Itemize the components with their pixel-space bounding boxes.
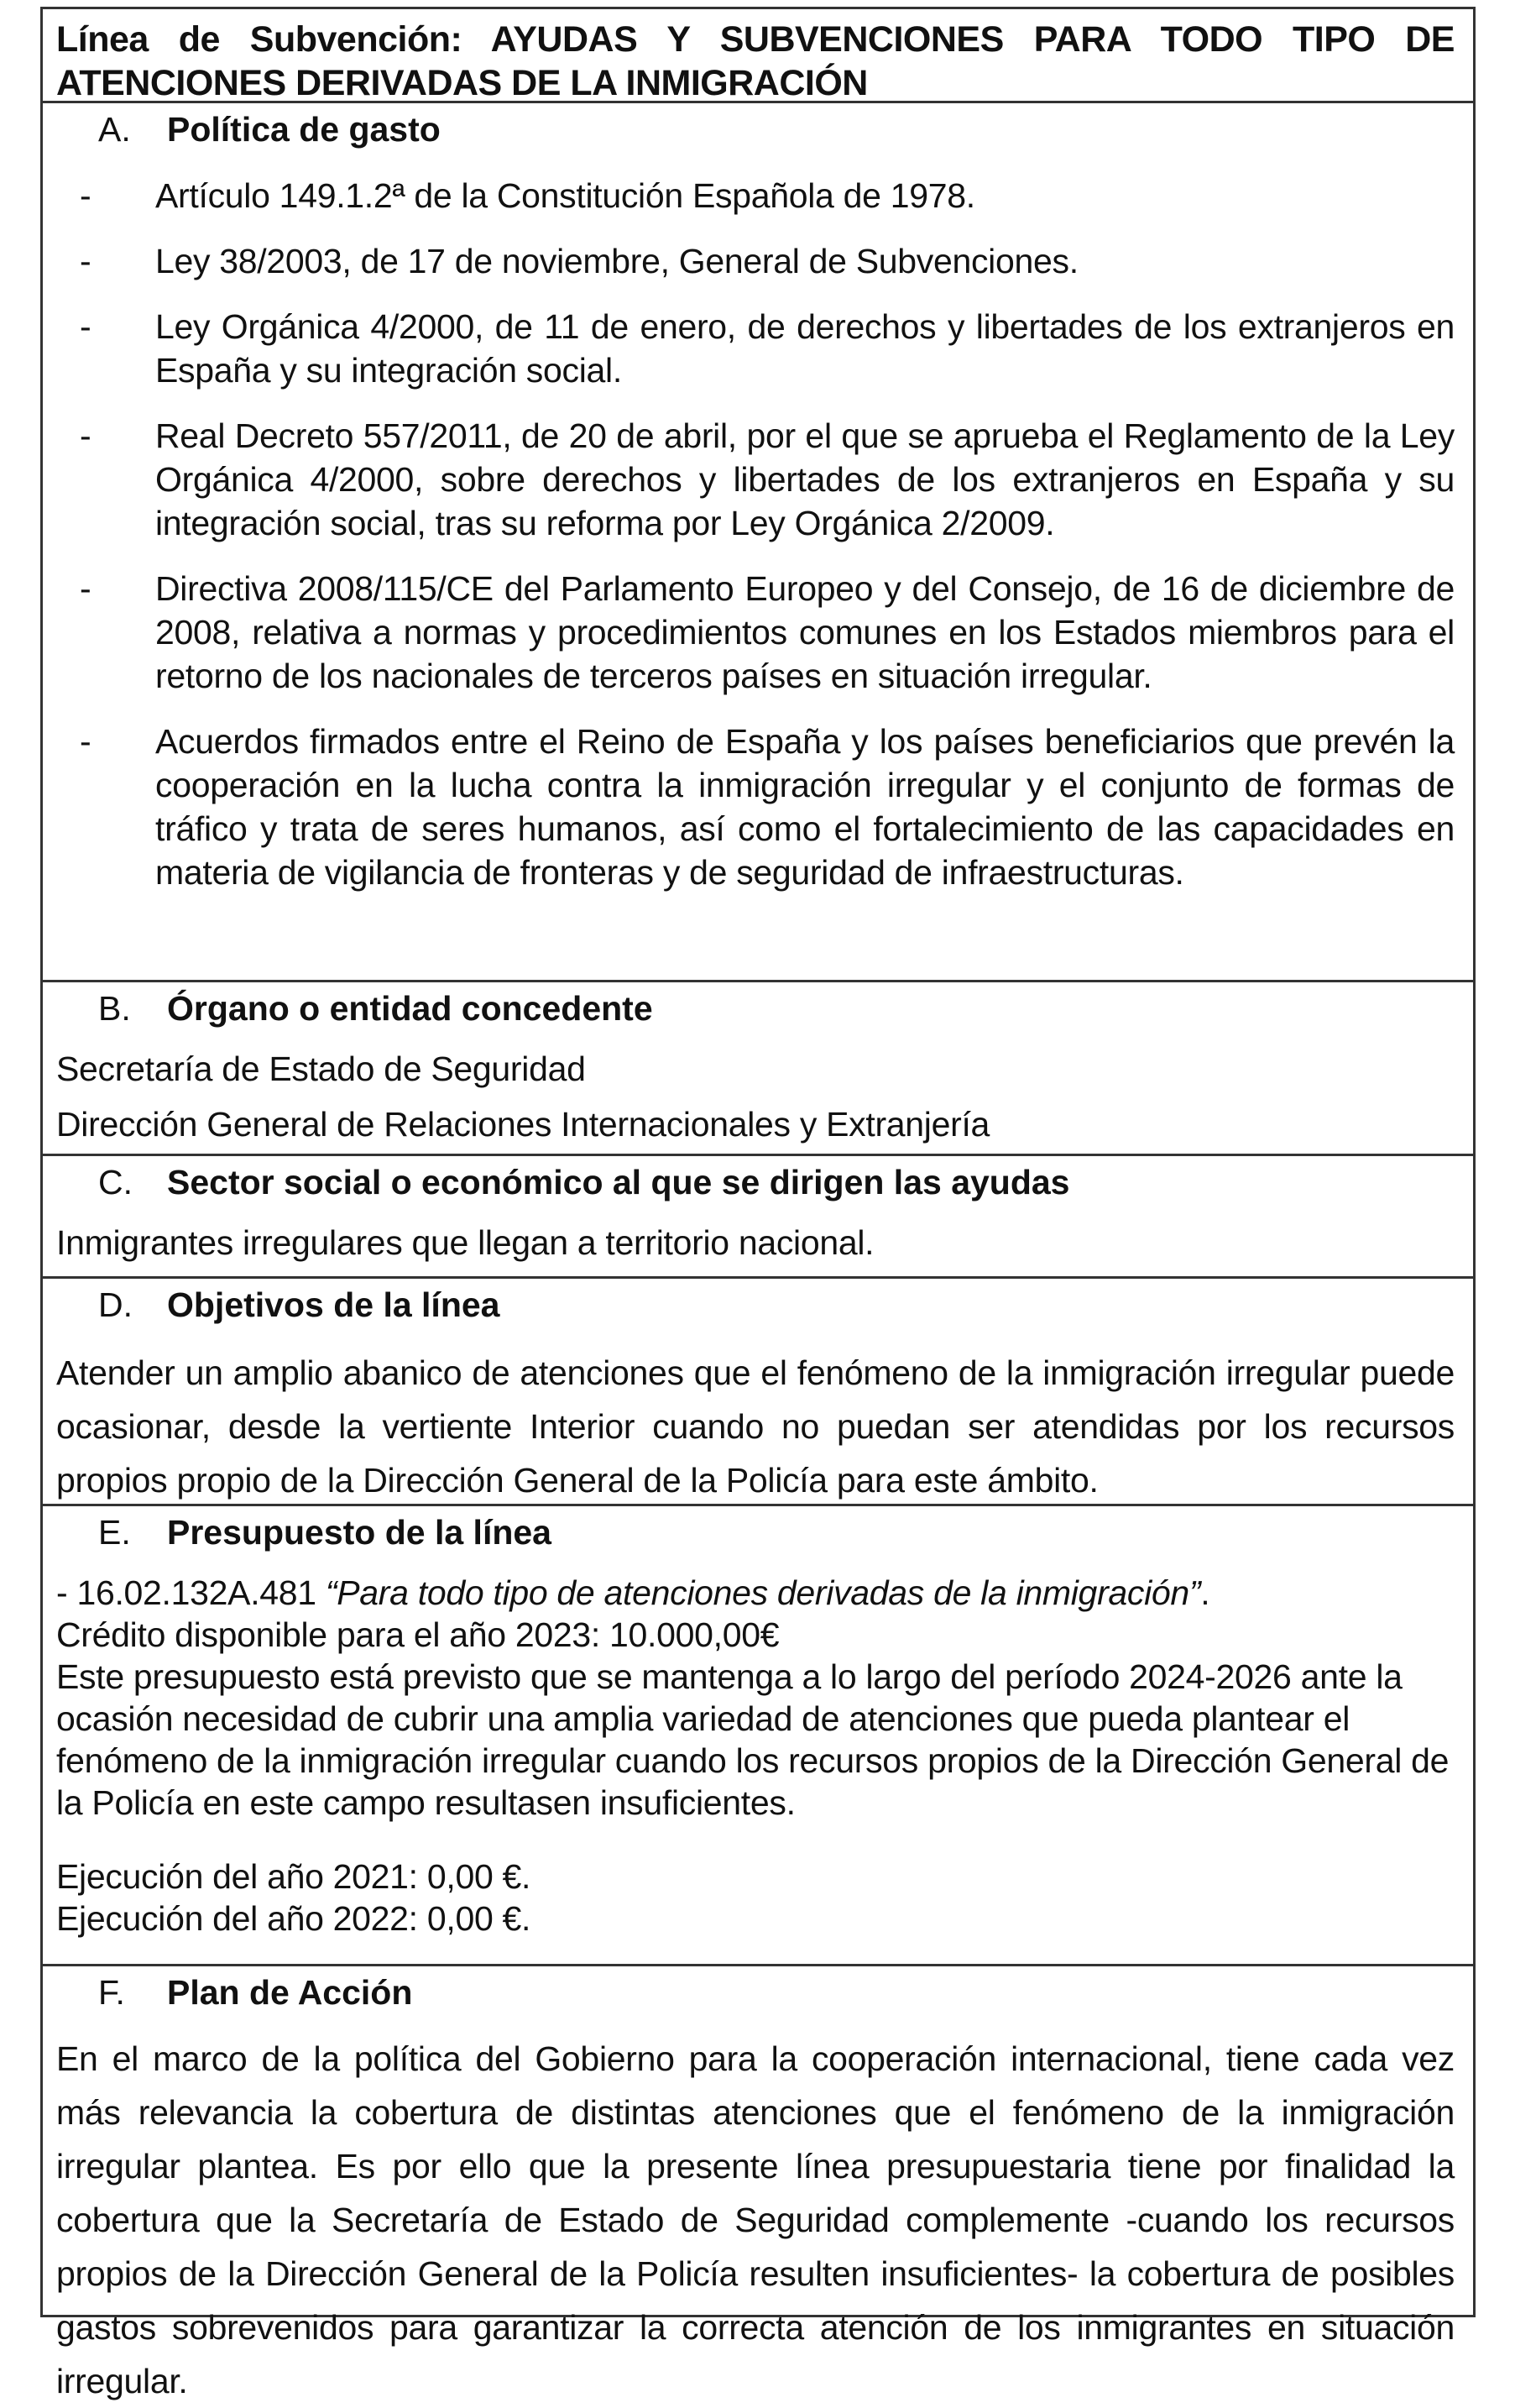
section-a [43,103,1473,982]
section-e [43,1506,1473,1966]
section-c-letter: C. [98,1163,133,1201]
budget-forecast: Este presupuesto está previsto que se mantenga a lo largo del período 2024-2026 ante la ocasión necesidad de cubrir una amplia variedad de atenciones que pueda plantear el fenómeno de la inmigración irregular cuando los recursos propios de la Dirección General de la Policía en este campo resultasen insuficientes. [56,1657,1450,1822]
section-d-heading [43,1279,1473,1327]
document-title: Línea de Subvención: AYUDAS Y SUBVENCIONES PARA TODO TIPO DE ATENCIONES DERIVADAS DE LA INMIGRACIÓN [43,9,1473,103]
policy-item: - Real Decreto 557/2011, de 20 de abril, por el que se aprueba el Reglamento de la Ley Orgánica 4/2000, sobre derechos y libertades de los extranjeros en España y su integración social, tras su reforma por Ley Orgánica 2/2009. [80,416,1455,542]
section-b-letter: B. [98,989,131,1028]
section-f [43,1966,1473,2408]
section-b [43,982,1473,1156]
policy-item: - Ley 38/2003, de 17 de noviembre, General de Subvenciones. [80,242,1079,280]
section-c [43,1156,1473,1279]
subsidy-table [40,7,1476,2400]
section-a-letter: A. [98,110,131,149]
section-d-letter: D. [98,1285,133,1324]
section-d-title: Objetivos de la línea [167,1285,500,1324]
budget-credit: Crédito disponible para el año 2023: 10.000,00€ [56,1615,780,1654]
section-f-letter: F. [98,1973,125,2012]
granting-body [43,1041,1473,1152]
execution-2021: Ejecución del año 2021: 0,00 €. [56,1857,531,1896]
section-c-heading [43,1156,1473,1205]
budget-line: - 16.02.132A.481 “Para todo tipo de atenciones derivadas de la inmigración”. [56,1573,1210,1612]
policy-list [43,174,1473,894]
section-c-title: Sector social o económico al que se dirigen las ayudas [167,1163,1070,1201]
section-a-title: Política de gasto [167,110,441,149]
section-e-letter: E. [98,1513,131,1552]
budget-name: “Para todo tipo de atenciones derivadas de la inmigración” [325,1573,1201,1612]
execution-2022: Ejecución del año 2022: 0,00 €. [56,1899,531,1938]
budget-code: - 16.02.132A.481 [56,1573,326,1612]
policy-item: - Directiva 2008/115/CE del Parlamento Europeo y del Consejo, de 16 de diciembre de 2008, relativa a normas y procedimientos comunes en los Estados miembros para el retorno de los nacionales de terceros países en situación irregular. [80,569,1455,695]
policy-item: - Acuerdos firmados entre el Reino de España y los países beneficiarios que prevén la cooperación en la lucha contra la inmigración irregular y el conjunto de formas de tráfico y trata de seres humanos, así como el fortalecimiento de las capacidades en materia de vigilancia de fronteras y de seguridad de infraestructuras. [80,722,1455,892]
action-plan-text: En el marco de la política del Gobierno para la cooperación internacional, tiene cada vez más relevancia la cobertura de distintas atenciones que el fenómeno de la inmigración irregular plantea. Es por ello que la presente línea presupuestaria tiene por finalidad la cobertura que la Secretaría de Estado de Seguridad complemente -cuando los recursos propios de la Dirección General de la Policía resulten insuficientes- la cobertura de posibles gastos sobrevenidos para garantizar la correcta atención de los inmigrantes en situación irregular. [56,2039,1455,2400]
budget-block [43,1572,1473,1939]
objectives-text: Atender un amplio abanico de atenciones que el fenómeno de la inmigración irregular puede ocasionar, desde la vertiente Interior cuando no puedan ser atendidas por los recursos propios propio de la Dirección General de la Policía para este ámbito. [56,1353,1455,1500]
section-e-heading [43,1506,1473,1555]
section-f-heading [43,1966,1473,2015]
section-b-heading [43,982,1473,1031]
section-f-title: Plan de Acción [167,1973,413,2012]
policy-item: - Ley Orgánica 4/2000, de 11 de enero, de derechos y libertades de los extranjeros en España y su integración social. [80,307,1455,390]
granting-body-line: Secretaría de Estado de Seguridad [56,1050,586,1088]
target-sector-text: Inmigrantes irregulares que llegan a territorio nacional. [56,1223,875,1262]
policy-item: - Artículo 149.1.2ª de la Constitución Española de 1978. [80,176,975,215]
section-b-title: Órgano o entidad concedente [167,989,653,1028]
section-e-title: Presupuesto de la línea [167,1513,551,1552]
section-d [43,1279,1473,1506]
granting-body-line: Dirección General de Relaciones Internacionales y Extranjería [56,1105,990,1144]
section-a-heading [43,103,1473,152]
